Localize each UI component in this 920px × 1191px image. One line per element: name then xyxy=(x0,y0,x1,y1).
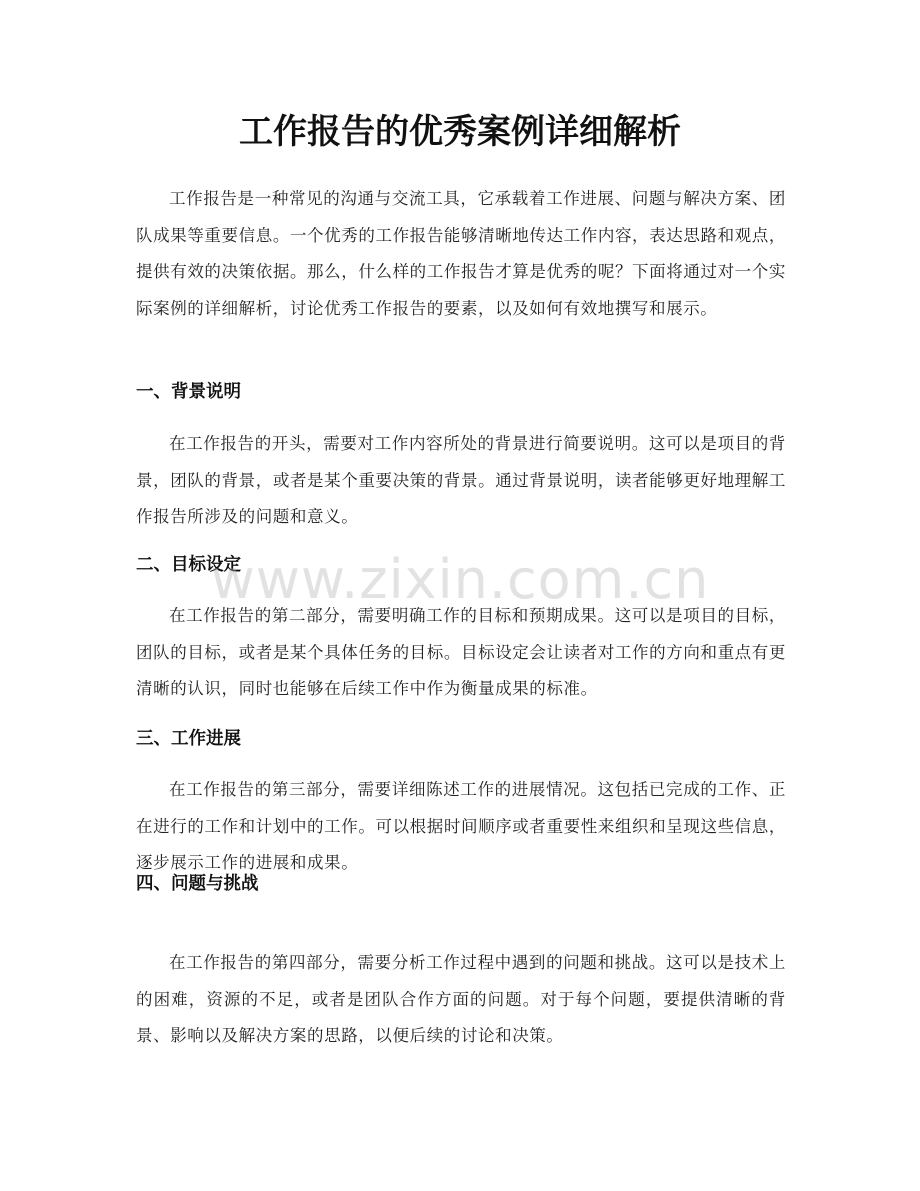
section-body-goals: 在工作报告的第二部分，需要明确工作的目标和预期成果。这可以是项目的目标，团队的目标，或者是某个具体任务的目标。目标设定会让读者对工作的方向和重点有更清晰的认识，同时也能够在后续工作中作为衡量成果的标准。 xyxy=(136,606,786,698)
page-title: 工作报告的优秀案例详细解析 xyxy=(239,112,681,152)
section-heading-background: 一、背景说明 xyxy=(136,382,241,402)
intro-paragraph: 工作报告是一种常见的沟通与交流工具，它承载着工作进展、问题与解决方案、团队成果等重要信息。一个优秀的工作报告能够清晰地传达工作内容，表达思路和观点，提供有效的决策依据。那么，什么样的工作报告才算是优秀的呢？下面将通过对一个实际案例的详细解析，讨论优秀工作报告的要素，以及如何有效地撰写和展示。 xyxy=(136,189,786,318)
section-heading-issues: 四、问题与挑战 xyxy=(136,874,259,894)
watermark: www.zixin.com.cn xyxy=(210,548,710,611)
section-body-background: 在工作报告的开头，需要对工作内容所处的背景进行简要说明。这可以是项目的背景，团队的背景，或者是某个重要决策的背景。通过背景说明，读者能够更好地理解工作报告所涉及的问题和意义。 xyxy=(136,434,786,526)
section-body-progress: 在工作报告的第三部分，需要详细陈述工作的进展情况。这包括已完成的工作、正在进行的工作和计划中的工作。可以根据时间顺序或者重要性来组织和呈现这些信息，逐步展示工作的进展和成果。 xyxy=(136,780,786,872)
section-heading-progress: 三、工作进展 xyxy=(136,729,241,749)
section-heading-goals: 二、目标设定 xyxy=(136,555,241,575)
section-body-issues: 在工作报告的第四部分，需要分析工作过程中遇到的问题和挑战。这可以是技术上的困难，资源的不足，或者是团队合作方面的问题。对于每个问题，要提供清晰的背景、影响以及解决方案的思路，以便后续的讨论和决策。 xyxy=(136,953,786,1045)
